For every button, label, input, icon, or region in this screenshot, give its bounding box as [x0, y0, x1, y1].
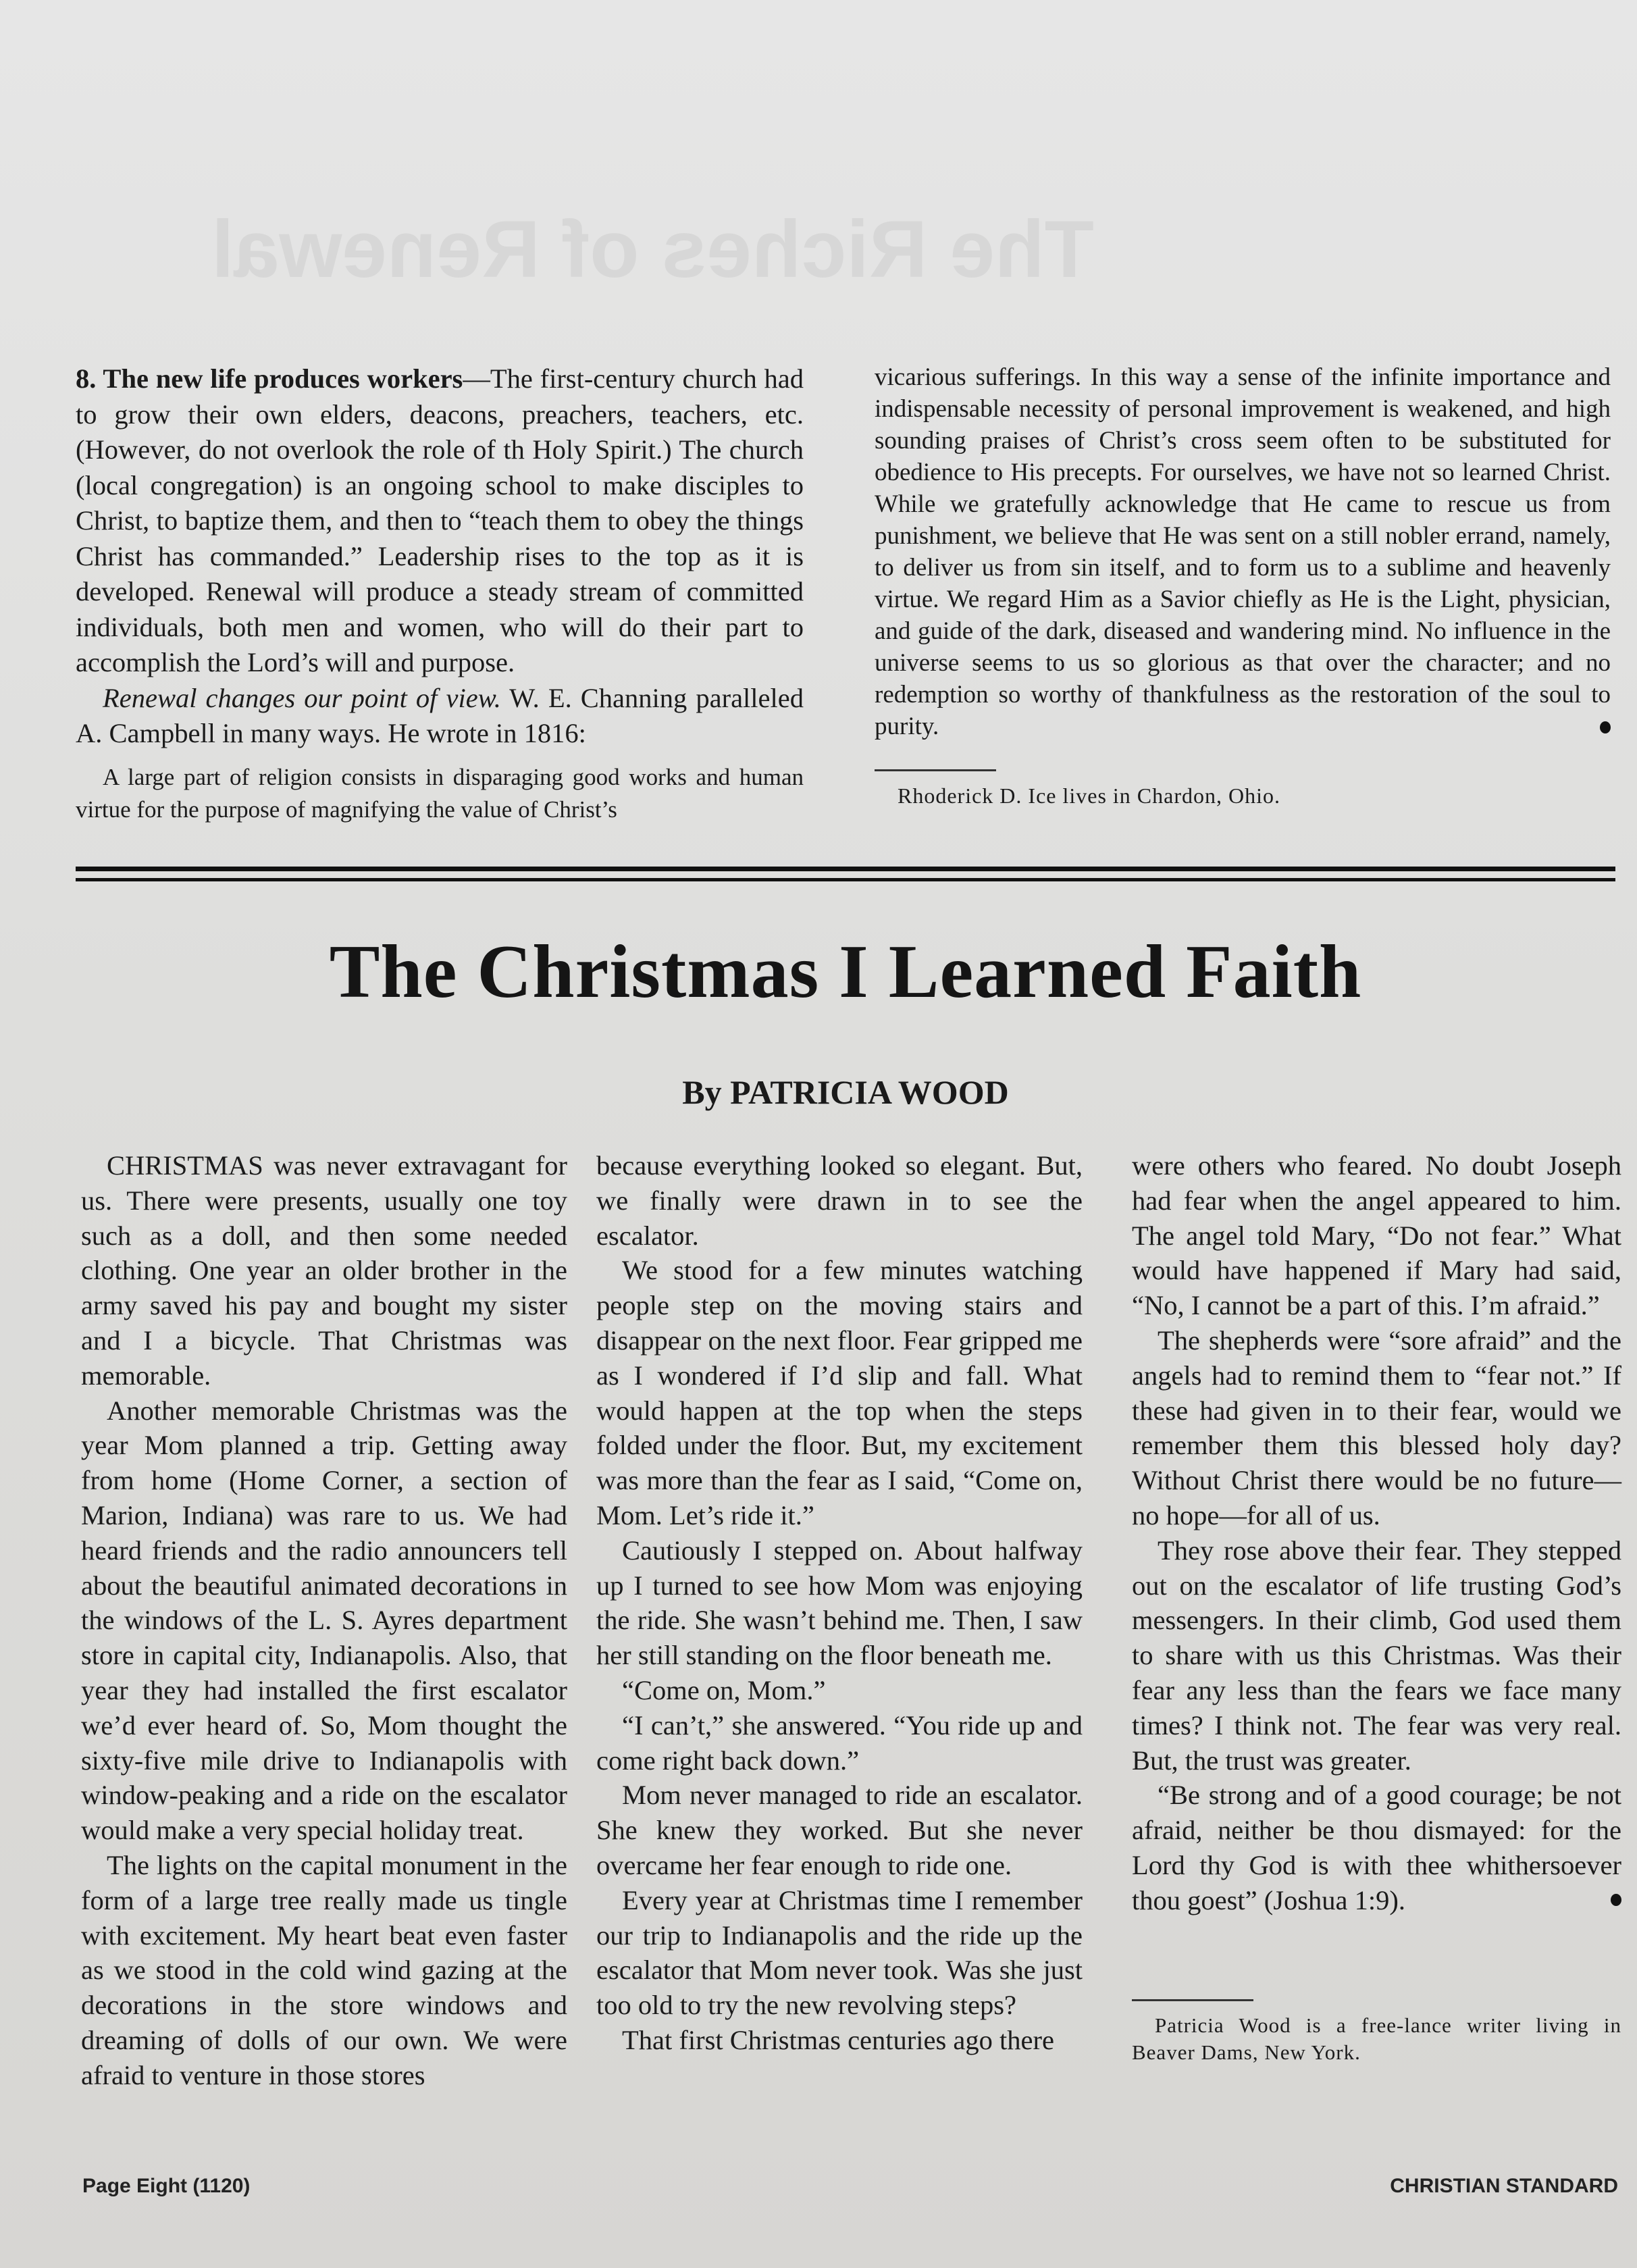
previous-article-section	[76, 361, 1615, 834]
block-quote-start: A large part of religion consists in disparaging good works and human virtue for the purpose of magnifying the value of Christ’s	[76, 763, 804, 823]
col2-paragraph: because everything looked so elegant. But, we finally were drawn in to see the escalator.	[596, 1150, 1083, 1251]
section-double-rule	[76, 867, 1615, 884]
article-byline: By PATRICIA WOOD	[682, 1073, 1009, 1111]
block-quote-continuation	[875, 361, 1611, 742]
top-left-paragraph-1	[76, 361, 804, 681]
article-headline: The Christmas I Learned Faith	[329, 930, 1362, 1014]
col2-paragraph: “I can’t,” she answered. “You ride up and come right back down.”	[596, 1709, 1083, 1776]
col2-paragraph: Cautiously I stepped on. About halfway up I turned to see how Mom was enjoying the ride. She wasn’t behind me. Then, I saw her still standing on the floor beneath me.	[596, 1535, 1083, 1671]
col2-paragraph: Mom never managed to ride an escalator. She knew they worked. But she never overcame her fear enough to ride one.	[596, 1780, 1083, 1880]
article-column-3	[1132, 1148, 1621, 2066]
col3-paragraph	[1132, 1778, 1621, 1917]
top-right-column	[875, 361, 1611, 809]
col2-paragraph: Every year at Christmas time I remember our trip to Indianapolis and the ride up the escalator that Mom never took. Was she just too old to try the new revolving steps?	[596, 1884, 1083, 2021]
col1-paragraph: The lights on the capital monument in the form of a large tree really made us tingle with excitement. My heart beat even faster as we stood in the cold wind gazing at the decorations in the store windows and dreaming of dolls of our own. We were afraid to venture in those stores	[81, 1849, 567, 2090]
col1-paragraph: Another memorable Christmas was the year Mom planned a trip. Getting away from home (Home Corner, a section of Marion, Indiana) was rare to us. We had heard friends and the radio announcers tell about the beautiful animated decorations in the windows of the L. S. Ayres department store in capital city, Indianapolis. Also, that year they had installed the first escalator we’d ever heard of. So, Mom thought the sixty-five mile drive to Indianapolis with window-peaking and a ride on the escalator would make a very special holiday treat.	[81, 1395, 567, 1846]
end-of-article-bullet-icon	[1611, 1894, 1621, 1906]
show-through-title: The Riches of Renewal	[211, 204, 1094, 294]
col3-paragraph: The shepherds were “sore afraid” and the angels had to remind them to “fear not.” If these had given in to their fear, would we remember them this blessed holy day? Without Christ there would be no future—no hope—for all of us.	[1132, 1324, 1621, 1530]
quote-continuation-text: vicarious sufferings. In this way a sense of the infinite importance and indispensable necessity of personal improvement is weakened, and high sounding praises of Christ’s cross seem often to be substituted for obedience to His precepts. For ourselves, we have not so learned Christ. While we gratefully acknowledge that He came to rescue us from punishment, we believe that He was sent on a still nobler errand, namely, to deliver us from sin itself, and to form us to a sublime and heavenly virtue. We regard Him as a Savior chiefly as He is the Light, physician, and guide of the dark, diseased and wandering mind. No influence in the universe seems to us so glorious as that over the character; and no redemption so worthy of thankfulness as the restoration of the soul to purity.	[875, 363, 1611, 740]
author-bio: Rhoderick D. Ice lives in Chardon, Ohio.	[898, 783, 1280, 808]
point-text: —The first-century church had to grow their own elders, deacons, preachers, teachers, etc. (However, do not overlook the role of th Holy Spirit.) The church (local congregation) is an ongoing school to make disciples to Christ, to baptize them, and then to “teach them to obey the things Christ has commanded.” Leadership rises to the top as it is developed. Renewal will produce a steady stream of committed individuals, both men and women, who will do their part to accomplish the Lord’s will and purpose.	[76, 363, 804, 677]
author-bio: Patricia Wood is a free-lance writer living in Beaver Dams, New York.	[1132, 2013, 1621, 2064]
article-column-1	[81, 1148, 567, 2093]
col1-paragraph: CHRISTMAS was never extravagant for us. There were presents, usually one toy such as a doll, and then some needed clothing. One year an older brother in the army saved his pay and bought my sister and I a bicycle. That Christmas was memorable.	[81, 1150, 567, 1391]
top-left-paragraph-2	[76, 681, 804, 752]
col2-paragraph: We stood for a few minutes watching people step on the moving stairs and disappear on the next floor. Fear gripped me as I wondered if I’d slip and fall. What would happen at the top when the steps folded under the floor. But, my excitement was more than the fear as I said, “Come on, Mom. Let’s ride it.”	[596, 1255, 1083, 1530]
col2-paragraph: “Come on, Mom.”	[622, 1674, 826, 1705]
page-number: Page Eight (1120)	[82, 2175, 251, 2197]
end-of-article-bullet-icon	[1600, 721, 1611, 733]
point-italic-lead: Renewal changes our point of view.	[103, 682, 501, 713]
col3-paragraph: They rose above their fear. They stepped out on the escalator of life trusting God’s messengers. In their climb, God used them to share with us this Christmas. Was their fear any less than the fears we face many times? I think not. The fear was very real. But, the trust was greater.	[1132, 1535, 1621, 1776]
bio-divider	[1132, 1999, 1253, 2001]
point-heading: 8. The new life produces workers	[76, 363, 463, 394]
top-left-column	[76, 361, 804, 826]
bio-divider	[875, 769, 996, 771]
article-column-2	[596, 1148, 1083, 2058]
scripture-quote: “Be strong and of a good courage; be not afraid, neither be thou dismayed: for the Lord thy God is with thee whithersoever thou goest” (Joshua 1:9).	[1132, 1780, 1621, 1915]
point-text-2: W. E. Channing paralleled A. Campbell in many ways. He wrote in 1816:	[76, 682, 804, 748]
publication-name: CHRISTIAN STANDARD	[1390, 2175, 1618, 2197]
col3-paragraph: were others who feared. No doubt Joseph had fear when the angel appeared to him. The angel told Mary, “Do not fear.” What would have happened if Mary had said, “No, I cannot be a part of this. I’m afraid.”	[1132, 1150, 1621, 1321]
col2-paragraph: That first Christmas centuries ago there	[622, 2024, 1054, 2055]
rule-thin	[76, 878, 1615, 881]
rule-thick	[76, 867, 1615, 871]
